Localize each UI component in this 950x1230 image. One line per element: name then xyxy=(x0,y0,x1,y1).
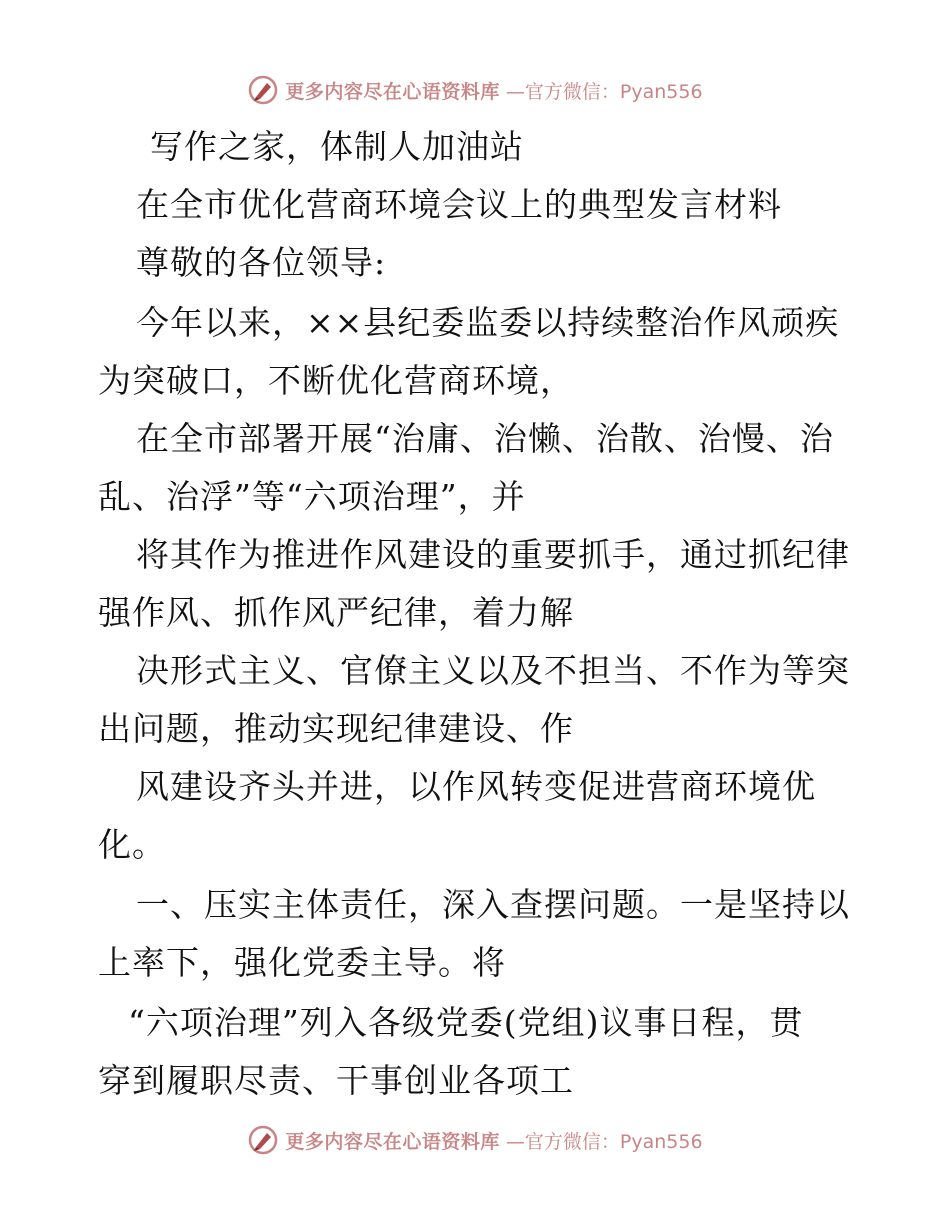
watermark-banner-top xyxy=(0,70,950,110)
watermark-wechat-text: —官方微信：Pyan556 xyxy=(505,1130,703,1153)
doc-line-15: 上率下，强化党委主导。将 xyxy=(98,943,506,982)
watermark-banner-bottom xyxy=(0,1120,950,1160)
doc-line-1: 写作之家，体制人加油站 xyxy=(150,127,524,166)
doc-line-6: 在全市部署开展“治庸、治懒、治散、治慢、治 xyxy=(136,419,834,458)
doc-line-3: 尊敬的各位领导: xyxy=(136,243,387,282)
doc-line-13: 化。 xyxy=(98,825,166,864)
doc-line-4: 今年以来，××县纪委监委以持续整治作风顽疾 xyxy=(136,303,840,342)
watermark-wechat-text: —官方微信：Pyan556 xyxy=(505,80,703,103)
doc-line-2: 在全市优化营商环境会议上的典型发言材料 xyxy=(136,185,782,224)
pen-nib-icon xyxy=(247,74,279,106)
doc-line-12: 风建设齐头并进，以作风转变促进营商环境优 xyxy=(136,767,816,806)
watermark-brand-text: 更多内容尽在心语资料库 xyxy=(285,1130,500,1153)
doc-line-16: “六项治理”列入各级党委(党组)议事日程，贯 xyxy=(128,1003,804,1042)
watermark-brand-text: 更多内容尽在心语资料库 xyxy=(285,80,500,103)
doc-line-14: 一、压实主体责任，深入查摆问题。一是坚持以 xyxy=(136,885,850,924)
doc-line-17: 穿到履职尽责、干事创业各项工 xyxy=(98,1061,574,1100)
doc-line-9: 强作风、抓作风严纪律，着力解 xyxy=(98,593,574,632)
doc-line-7: 乱、治浮”等“六项治理”，并 xyxy=(98,477,526,516)
pen-nib-icon xyxy=(247,1124,279,1156)
doc-line-8: 将其作为推进作风建设的重要抓手，通过抓纪律 xyxy=(136,535,850,574)
doc-line-11: 出问题，推动实现纪律建设、作 xyxy=(98,709,574,748)
doc-line-5: 为突破口，不断优化营商环境， xyxy=(98,361,574,400)
doc-line-10: 决形式主义、官僚主义以及不担当、不作为等突 xyxy=(136,651,850,690)
